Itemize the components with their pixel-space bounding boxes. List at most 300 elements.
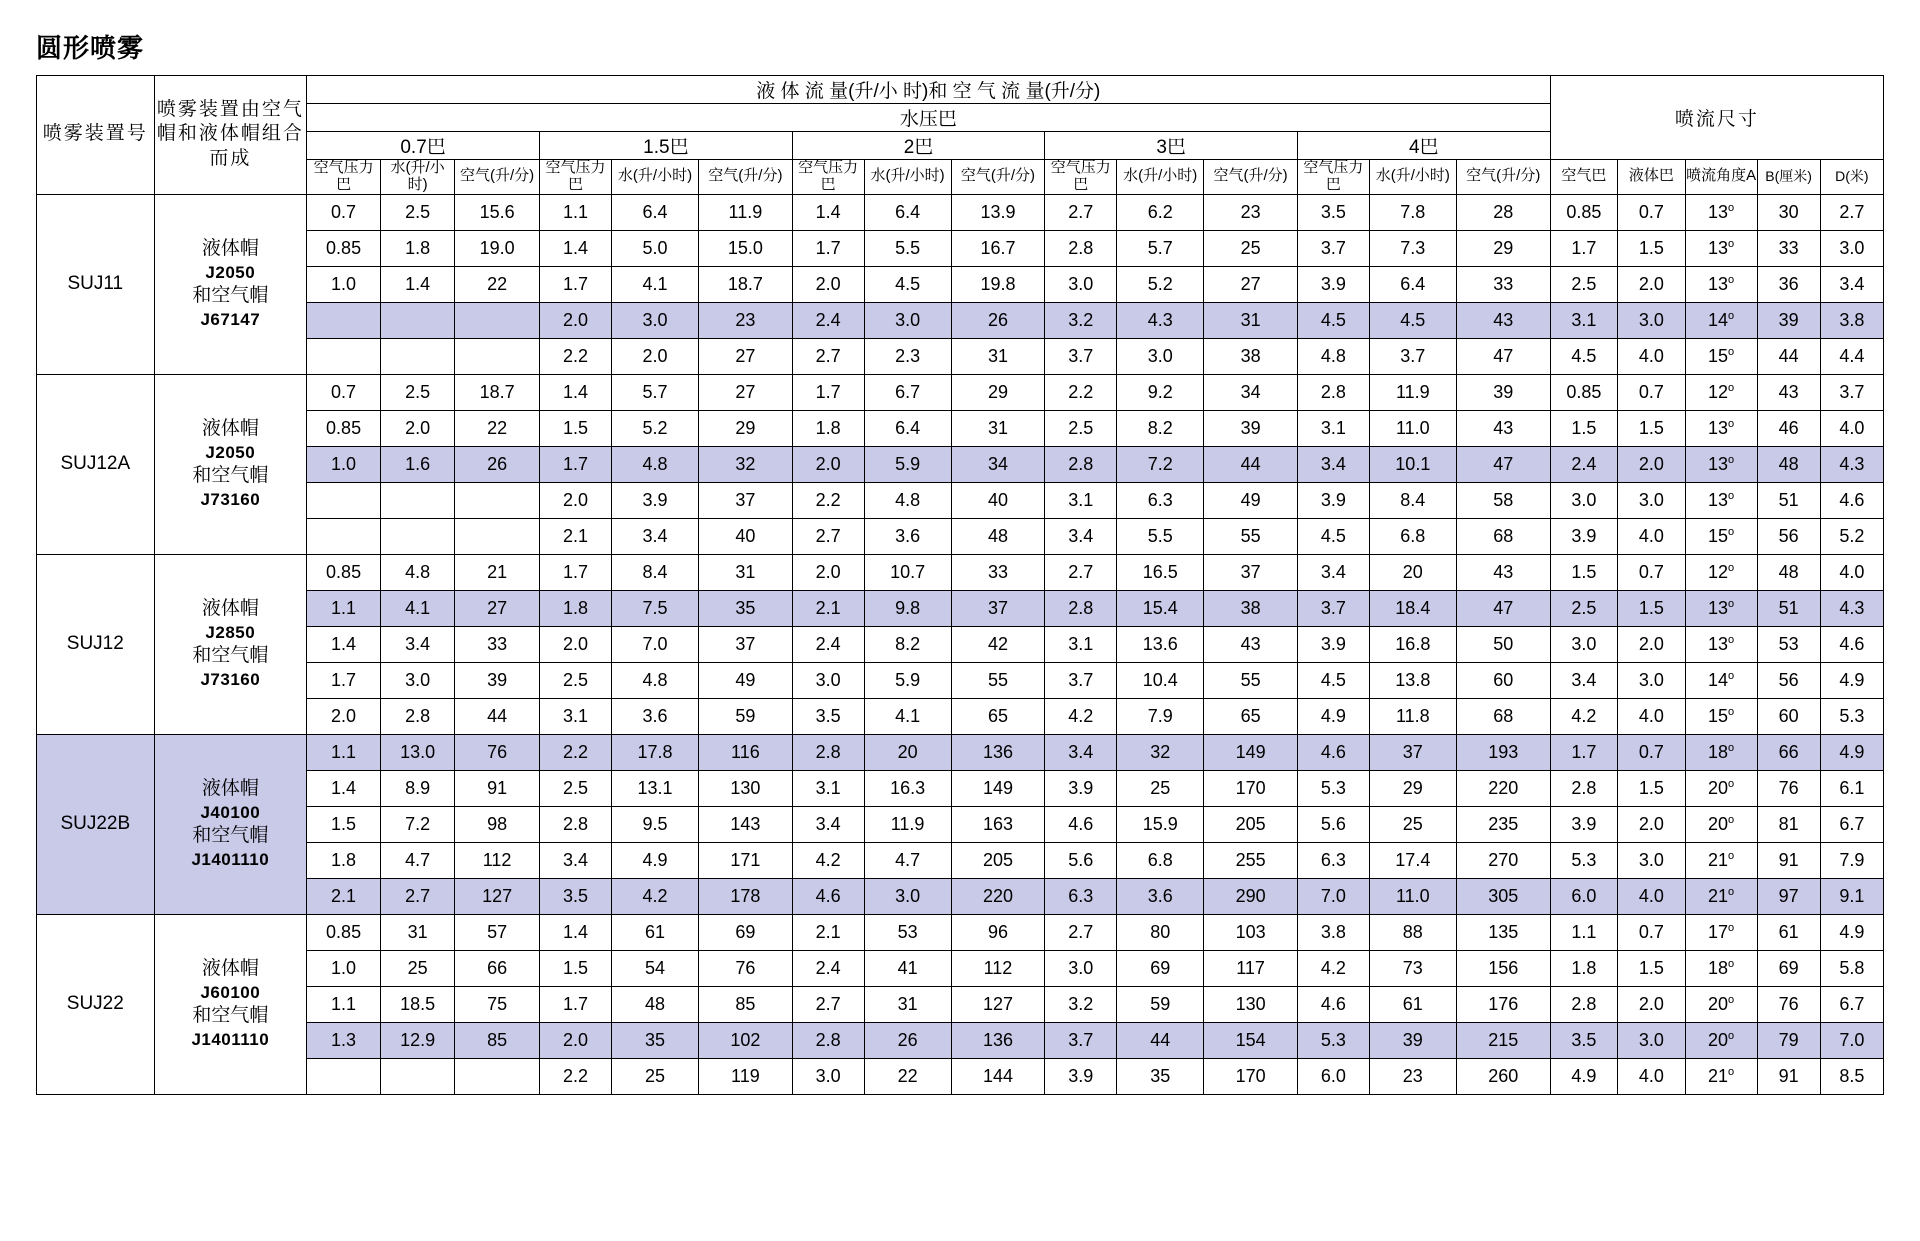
table-cell: 25: [381, 950, 455, 986]
table-cell: 3.6: [864, 518, 951, 554]
header-water-1: 水(升/小时): [381, 160, 455, 195]
table-cell: 205: [1204, 806, 1298, 842]
table-cell: 5.5: [1117, 518, 1204, 554]
table-cell: 27: [699, 374, 793, 410]
table-cell: 14$^o$: [1685, 302, 1757, 338]
table-cell: 7.8: [1369, 194, 1456, 230]
table-cell: 4.8: [1297, 338, 1369, 374]
header-air-1: 空气(升/分): [455, 160, 540, 195]
table-cell: 49: [699, 662, 793, 698]
table-row: [37, 986, 1884, 1022]
table-row: [37, 338, 1884, 374]
table-cell: 0.7: [1618, 194, 1686, 230]
table-cell: 2.7: [1045, 914, 1117, 950]
table-cell: 15$^o$: [1685, 518, 1757, 554]
table-row: [37, 878, 1884, 914]
table-row: [37, 698, 1884, 734]
table-cell: 255: [1204, 842, 1298, 878]
table-cell: 76: [1757, 986, 1820, 1022]
table-cell: 25: [611, 1058, 698, 1094]
table-cell: 3.0: [1618, 662, 1686, 698]
table-cell: 53: [864, 914, 951, 950]
table-cell: 66: [455, 950, 540, 986]
table-cell: 260: [1456, 1058, 1550, 1094]
table-cell: 3.0: [864, 878, 951, 914]
table-cell: 6.2: [1117, 194, 1204, 230]
table-cell: 9.5: [611, 806, 698, 842]
table-cell: 12.9: [381, 1022, 455, 1058]
table-cell: 22: [864, 1058, 951, 1094]
table-cell: 1.1: [307, 734, 381, 770]
table-cell: 2.5: [381, 194, 455, 230]
table-cell: [307, 338, 381, 374]
table-cell: 3.0: [381, 662, 455, 698]
table-row: [37, 734, 1884, 770]
table-cell: 4.6: [792, 878, 864, 914]
table-cell: 15.0: [699, 230, 793, 266]
table-cell: 1.5: [1618, 770, 1686, 806]
table-cell: 4.0: [1820, 410, 1883, 446]
table-cell: 3.2: [1045, 986, 1117, 1022]
table-cell: 8.9: [381, 770, 455, 806]
table-cell: 2.0: [307, 698, 381, 734]
table-cell: 13$^o$: [1685, 230, 1757, 266]
table-cell: 38: [1204, 590, 1298, 626]
table-cell: 8.2: [864, 626, 951, 662]
table-cell: 119: [699, 1058, 793, 1094]
table-cell: 149: [951, 770, 1045, 806]
table-cell: 9.1: [1820, 878, 1883, 914]
table-cell: 33: [455, 626, 540, 662]
table-cell: 2.5: [381, 374, 455, 410]
table-cell: 6.7: [1820, 986, 1883, 1022]
table-cell: 21$^o$: [1685, 1058, 1757, 1094]
table-cell: 3.7: [1297, 590, 1369, 626]
table-cell: 13$^o$: [1685, 410, 1757, 446]
table-cell: 13$^o$: [1685, 590, 1757, 626]
table-header: [37, 76, 1884, 195]
table-cell: 4.2: [792, 842, 864, 878]
table-cell: 76: [1757, 770, 1820, 806]
table-cell: 51: [1757, 590, 1820, 626]
table-cell: 43: [1456, 410, 1550, 446]
table-cell: 127: [951, 986, 1045, 1022]
table-cell: 19.8: [951, 266, 1045, 302]
table-cell: 18$^o$: [1685, 950, 1757, 986]
table-cell: 1.7: [540, 446, 612, 482]
table-cell: 127: [455, 878, 540, 914]
table-cell: 48: [1757, 554, 1820, 590]
table-cell: 2.7: [1820, 194, 1883, 230]
table-cell: 0.85: [307, 554, 381, 590]
table-cell: [307, 518, 381, 554]
table-cell: 3.7: [1297, 230, 1369, 266]
table-cell: 2.0: [792, 554, 864, 590]
table-row: [37, 806, 1884, 842]
table-cell: 2.2: [540, 1058, 612, 1094]
table-cell: 26: [864, 1022, 951, 1058]
header-air-pressure-3: 空气压力巴: [792, 160, 864, 195]
table-cell: 56: [1757, 662, 1820, 698]
table-cell: 20$^o$: [1685, 806, 1757, 842]
table-cell: 43: [1757, 374, 1820, 410]
table-cell: 15.9: [1117, 806, 1204, 842]
table-cell: 5.2: [1117, 266, 1204, 302]
table-cell: 1.7: [1550, 734, 1618, 770]
header-air-pressure-5: 空气压力巴: [1297, 160, 1369, 195]
table-cell: 1.4: [540, 374, 612, 410]
header-size-liquid: 液体巴: [1618, 160, 1686, 195]
table-cell: 2.8: [1045, 446, 1117, 482]
table-cell: 8.2: [1117, 410, 1204, 446]
table-cell: 170: [1204, 1058, 1298, 1094]
table-row: [37, 662, 1884, 698]
table-cell: 21$^o$: [1685, 842, 1757, 878]
table-cell: 79: [1757, 1022, 1820, 1058]
table-cell: 102: [699, 1022, 793, 1058]
table-cell: 4.3: [1820, 446, 1883, 482]
table-cell: 130: [699, 770, 793, 806]
table-cell: 1.7: [540, 266, 612, 302]
table-cell: 143: [699, 806, 793, 842]
table-cell: 13$^o$: [1685, 194, 1757, 230]
table-row: [37, 554, 1884, 590]
row-group-id: SUJ22: [37, 914, 155, 1094]
header-spray-number: 喷雾装置号: [37, 76, 155, 195]
table-row: [37, 482, 1884, 518]
table-cell: 54: [611, 950, 698, 986]
table-cell: 3.0: [611, 302, 698, 338]
table-cell: 6.4: [611, 194, 698, 230]
table-cell: 2.1: [792, 590, 864, 626]
table-cell: 2.1: [792, 914, 864, 950]
table-cell: 39: [1369, 1022, 1456, 1058]
table-cell: 31: [381, 914, 455, 950]
table-cell: 7.0: [1820, 1022, 1883, 1058]
table-cell: 3.1: [1297, 410, 1369, 446]
table-cell: 6.3: [1117, 482, 1204, 518]
table-cell: [381, 518, 455, 554]
table-cell: 3.2: [1045, 302, 1117, 338]
table-cell: 47: [1456, 446, 1550, 482]
table-cell: 20$^o$: [1685, 770, 1757, 806]
table-cell: 156: [1456, 950, 1550, 986]
table-cell: 4.4: [1820, 338, 1883, 374]
table-cell: 2.2: [540, 338, 612, 374]
table-cell: 6.1: [1820, 770, 1883, 806]
table-cell: 37: [951, 590, 1045, 626]
table-body: [37, 194, 1884, 1094]
table-cell: 2.0: [1618, 446, 1686, 482]
table-cell: 47: [1456, 590, 1550, 626]
table-cell: 42: [951, 626, 1045, 662]
table-cell: 0.85: [1550, 194, 1618, 230]
table-cell: 136: [951, 734, 1045, 770]
table-cell: 10.4: [1117, 662, 1204, 698]
header-air-pressure-1: 空气压力巴: [307, 160, 381, 195]
header-size-d: D(米): [1820, 160, 1883, 195]
table-cell: 55: [1204, 518, 1298, 554]
table-cell: 11.8: [1369, 698, 1456, 734]
table-cell: 91: [1757, 1058, 1820, 1094]
table-cell: 1.7: [307, 662, 381, 698]
table-cell: 53: [1757, 626, 1820, 662]
table-cell: 1.1: [307, 986, 381, 1022]
table-cell: 7.9: [1820, 842, 1883, 878]
table-cell: 9.2: [1117, 374, 1204, 410]
table-cell: 305: [1456, 878, 1550, 914]
table-cell: 270: [1456, 842, 1550, 878]
table-cell: 4.9: [1820, 914, 1883, 950]
table-cell: 5.0: [611, 230, 698, 266]
header-water-2: 水(升/小时): [611, 160, 698, 195]
header-water-3: 水(升/小时): [864, 160, 951, 195]
table-cell: 3.8: [1820, 302, 1883, 338]
row-group-id: SUJ12: [37, 554, 155, 734]
table-cell: 32: [699, 446, 793, 482]
header-size-air: 空气巴: [1550, 160, 1618, 195]
table-cell: [381, 1058, 455, 1094]
table-cell: 5.6: [1045, 842, 1117, 878]
table-cell: [381, 302, 455, 338]
table-cell: 16.3: [864, 770, 951, 806]
table-cell: 35: [699, 590, 793, 626]
table-cell: 41: [864, 950, 951, 986]
table-cell: 0.85: [1550, 374, 1618, 410]
table-cell: 3.1: [540, 698, 612, 734]
table-cell: 4.0: [1618, 878, 1686, 914]
table-cell: 2.5: [1045, 410, 1117, 446]
table-cell: [455, 338, 540, 374]
table-cell: 4.9: [611, 842, 698, 878]
table-cell: 2.5: [540, 770, 612, 806]
table-cell: 34: [951, 446, 1045, 482]
table-cell: 1.6: [381, 446, 455, 482]
table-cell: 1.7: [792, 374, 864, 410]
table-cell: 25: [1117, 770, 1204, 806]
table-cell: 2.7: [1045, 194, 1117, 230]
table-cell: 2.8: [792, 734, 864, 770]
table-cell: 4.9: [1820, 662, 1883, 698]
table-cell: 4.0: [1820, 554, 1883, 590]
table-cell: 33: [1456, 266, 1550, 302]
table-cell: 22: [455, 266, 540, 302]
table-cell: 13.9: [951, 194, 1045, 230]
table-cell: 2.2: [540, 734, 612, 770]
table-row: [37, 302, 1884, 338]
table-cell: 11.0: [1369, 878, 1456, 914]
table-cell: 178: [699, 878, 793, 914]
table-cell: 3.9: [1550, 806, 1618, 842]
table-cell: 4.6: [1820, 482, 1883, 518]
header-water-pressure: 水压巴: [307, 104, 1551, 132]
table-cell: 27: [1204, 266, 1298, 302]
table-cell: 2.1: [540, 518, 612, 554]
table-cell: 17.8: [611, 734, 698, 770]
table-cell: 15$^o$: [1685, 338, 1757, 374]
table-cell: 5.8: [1820, 950, 1883, 986]
table-cell: 66: [1757, 734, 1820, 770]
table-cell: 5.6: [1297, 806, 1369, 842]
table-cell: 58: [1456, 482, 1550, 518]
table-cell: 117: [1204, 950, 1298, 986]
table-cell: 4.1: [864, 698, 951, 734]
table-cell: 76: [455, 734, 540, 770]
table-cell: 60: [1456, 662, 1550, 698]
table-cell: 4.2: [1045, 698, 1117, 734]
table-cell: 61: [1757, 914, 1820, 950]
table-cell: 149: [1204, 734, 1298, 770]
table-cell: 1.5: [1550, 554, 1618, 590]
header-flow-group: 液 体 流 量(升/小 时)和 空 气 流 量(升/分): [307, 76, 1551, 104]
table-cell: 154: [1204, 1022, 1298, 1058]
table-cell: 3.1: [1045, 482, 1117, 518]
table-cell: 2.0: [1618, 626, 1686, 662]
table-cell: 19.0: [455, 230, 540, 266]
table-cell: 4.6: [1820, 626, 1883, 662]
header-pressure-1.5: 1.5巴: [540, 132, 793, 160]
table-cell: 3.8: [1297, 914, 1369, 950]
table-cell: 17.4: [1369, 842, 1456, 878]
table-cell: 4.2: [1550, 698, 1618, 734]
table-cell: 2.4: [792, 950, 864, 986]
table-cell: 3.4: [1820, 266, 1883, 302]
table-cell: 11.9: [699, 194, 793, 230]
table-cell: 2.3: [864, 338, 951, 374]
table-cell: 20$^o$: [1685, 986, 1757, 1022]
table-cell: 32: [1117, 734, 1204, 770]
table-cell: 3.0: [1618, 482, 1686, 518]
table-cell: 3.4: [1550, 662, 1618, 698]
table-cell: 2.8: [1045, 230, 1117, 266]
table-cell: 31: [951, 338, 1045, 374]
table-cell: 1.7: [1550, 230, 1618, 266]
table-cell: 4.2: [611, 878, 698, 914]
table-cell: 1.5: [540, 950, 612, 986]
table-cell: 112: [951, 950, 1045, 986]
table-cell: 73: [1369, 950, 1456, 986]
table-cell: 0.7: [307, 194, 381, 230]
header-air-2: 空气(升/分): [699, 160, 793, 195]
table-cell: 6.7: [1820, 806, 1883, 842]
table-cell: [307, 1058, 381, 1094]
table-cell: 13.8: [1369, 662, 1456, 698]
table-cell: 3.9: [1297, 626, 1369, 662]
table-cell: 3.0: [1550, 626, 1618, 662]
table-cell: 6.4: [864, 410, 951, 446]
table-cell: 7.9: [1117, 698, 1204, 734]
table-cell: 29: [1456, 230, 1550, 266]
table-cell: 3.0: [1820, 230, 1883, 266]
table-cell: 4.9: [1297, 698, 1369, 734]
table-cell: 6.3: [1297, 842, 1369, 878]
table-row: [37, 230, 1884, 266]
table-cell: 0.85: [307, 914, 381, 950]
table-cell: 3.9: [1550, 518, 1618, 554]
table-cell: 6.0: [1550, 878, 1618, 914]
table-cell: 3.0: [1618, 302, 1686, 338]
table-row: [37, 770, 1884, 806]
table-cell: 3.4: [792, 806, 864, 842]
table-cell: 2.8: [1550, 770, 1618, 806]
table-cell: 13.0: [381, 734, 455, 770]
table-cell: 3.7: [1820, 374, 1883, 410]
table-cell: 6.7: [864, 374, 951, 410]
table-cell: 11.9: [864, 806, 951, 842]
table-cell: 1.8: [1550, 950, 1618, 986]
table-cell: 5.9: [864, 446, 951, 482]
table-cell: 0.7: [1618, 734, 1686, 770]
table-cell: 25: [1369, 806, 1456, 842]
table-cell: 33: [951, 554, 1045, 590]
table-cell: [455, 482, 540, 518]
table-cell: 116: [699, 734, 793, 770]
table-cell: 1.4: [792, 194, 864, 230]
table-cell: 2.0: [1618, 806, 1686, 842]
table-cell: [381, 482, 455, 518]
table-cell: 2.0: [540, 302, 612, 338]
table-cell: 2.0: [540, 482, 612, 518]
table-cell: 23: [1204, 194, 1298, 230]
table-cell: 31: [699, 554, 793, 590]
header-pressure-3: 3巴: [1045, 132, 1298, 160]
table-cell: 5.3: [1297, 1022, 1369, 1058]
table-cell: 290: [1204, 878, 1298, 914]
table-cell: 2.8: [1297, 374, 1369, 410]
table-cell: 6.8: [1117, 842, 1204, 878]
table-cell: 4.0: [1618, 698, 1686, 734]
table-cell: 25: [1204, 230, 1298, 266]
table-cell: 43: [1456, 554, 1550, 590]
table-cell: 2.4: [792, 302, 864, 338]
table-cell: 5.7: [1117, 230, 1204, 266]
table-cell: 0.85: [307, 230, 381, 266]
table-cell: 8.4: [1369, 482, 1456, 518]
table-cell: 3.4: [381, 626, 455, 662]
table-cell: 68: [1456, 518, 1550, 554]
table-cell: 49: [1204, 482, 1298, 518]
table-row: [37, 626, 1884, 662]
table-cell: 7.3: [1369, 230, 1456, 266]
table-cell: 56: [1757, 518, 1820, 554]
table-row: [37, 374, 1884, 410]
table-cell: 15.6: [455, 194, 540, 230]
table-cell: 1.0: [307, 950, 381, 986]
table-cell: 1.4: [307, 626, 381, 662]
table-cell: 3.9: [611, 482, 698, 518]
table-cell: 0.85: [307, 410, 381, 446]
header-air-pressure-2: 空气压力巴: [540, 160, 612, 195]
table-cell: 69: [1117, 950, 1204, 986]
table-cell: 10.7: [864, 554, 951, 590]
table-cell: 2.0: [792, 266, 864, 302]
table-cell: 65: [1204, 698, 1298, 734]
table-cell: 7.5: [611, 590, 698, 626]
table-row: [37, 1058, 1884, 1094]
table-cell: 69: [1757, 950, 1820, 986]
row-group-id: SUJ12A: [37, 374, 155, 554]
table-cell: 13.6: [1117, 626, 1204, 662]
table-cell: 3.1: [1045, 626, 1117, 662]
header-assembly: 喷雾装置由空气帽和液体帽组合而成: [154, 76, 306, 195]
table-cell: 2.0: [381, 410, 455, 446]
table-cell: 2.5: [1550, 266, 1618, 302]
table-cell: 3.0: [1117, 338, 1204, 374]
table-cell: 91: [455, 770, 540, 806]
table-cell: 35: [611, 1022, 698, 1058]
table-cell: 68: [1456, 698, 1550, 734]
header-water-5: 水(升/小时): [1369, 160, 1456, 195]
